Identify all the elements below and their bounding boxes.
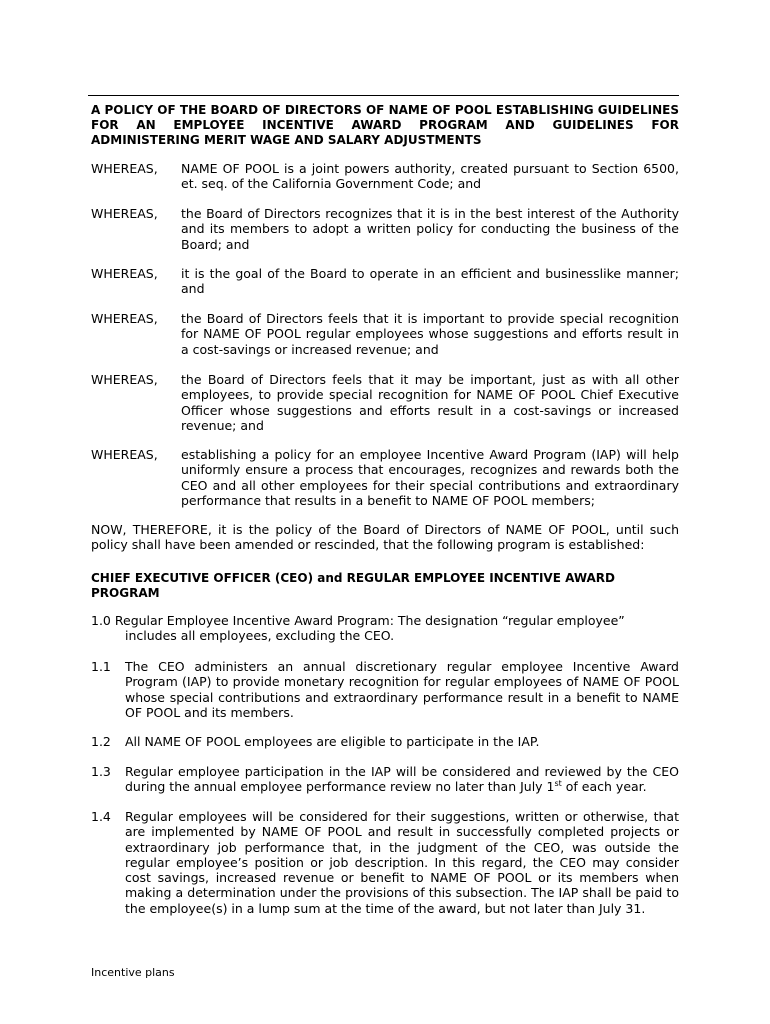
item-text: Regular Employee Incentive Award Program: The designation “regular employee” — [114, 613, 625, 628]
item-number: 1.1 — [91, 659, 111, 674]
list-item — [91, 809, 679, 916]
whereas-keyword: WHEREAS, — [91, 372, 158, 387]
whereas-keyword: WHEREAS, — [91, 206, 158, 221]
page-footer: Incentive plans — [91, 966, 175, 979]
list-item — [91, 659, 679, 720]
item-text — [125, 764, 679, 795]
item-text: Regular employees will be considered for their suggestions, written or otherwise, that are implemented by NAME OF POOL and result in successfully completed projects or extraordinary job performance that, in the judgment of the CEO, was outside the regular employee’s position or job description. In this regard, the CEO may consider cost savings, increased revenue or benefit to NAME OF POOL or its members when making a determination under the provisions of this subsection. The IAP shall be paid to the employee(s) in a lump sum at the time of the award, but not later than July 31. — [125, 809, 679, 916]
whereas-text: NAME OF POOL is a joint powers authority, created pursuant to Section 6500, et. seq. of the California Government Code; and — [181, 161, 679, 192]
whereas-keyword: WHEREAS, — [91, 447, 158, 462]
whereas-text: establishing a policy for an employee Incentive Award Program (IAP) will help uniformly ensure a process that encourages, recognizes and rewards both the CEO and all other employees for their special contributions and extraordinary performance that results in a benefit to NAME OF POOL members; — [181, 447, 679, 508]
section-heading: CHIEF EXECUTIVE OFFICER (CEO) and REGULAR EMPLOYEE INCENTIVE AWARD PROGRAM — [91, 571, 616, 600]
item-first-line — [91, 613, 679, 628]
now-therefore-paragraph: NOW, THEREFORE, it is the policy of the Board of Directors of NAME OF POOL, until such policy shall have been amended or rescinded, that the following program is established: — [91, 522, 679, 553]
item-continuation: includes all employees, excluding the CEO. — [125, 628, 395, 644]
list-item — [91, 764, 679, 795]
whereas-text: the Board of Directors feels that it may be important, just as with all other employees, to provide special recognition for NAME OF POOL Chief Executive Officer whose suggestions and efforts result in a cost-savings or increased revenue; and — [181, 372, 679, 433]
document-title: A POLICY OF THE BOARD OF DIRECTORS OF NAME OF POOL ESTABLISHING GUIDELINES FOR AN EMPLOYEE INCENTIVE AWARD PROGRAM AND GUIDELINES FOR ADMINISTERING MERIT WAGE AND SALARY ADJUSTMENTS — [91, 103, 679, 147]
whereas-clause — [91, 311, 679, 357]
list-item — [91, 734, 679, 749]
top-rule — [88, 95, 679, 96]
list-item — [91, 613, 679, 644]
whereas-keyword: WHEREAS, — [91, 161, 158, 176]
whereas-clause — [91, 266, 679, 297]
item-text-before: Regular employee participation in the IAP will be considered and reviewed by the CEO during the annual employee performance review no later than July 1 — [125, 764, 679, 795]
item-number: 1.4 — [91, 809, 111, 824]
whereas-clause — [91, 206, 679, 252]
whereas-keyword: WHEREAS, — [91, 311, 158, 326]
whereas-text: the Board of Directors feels that it is important to provide special recognition for NAME OF POOL regular employees whose suggestions and efforts result in a cost-savings or increased revenue; and — [181, 311, 679, 357]
ordinal-suffix: st — [554, 779, 562, 789]
whereas-clause — [91, 161, 679, 192]
whereas-keyword: WHEREAS, — [91, 266, 158, 281]
whereas-clause — [91, 372, 679, 433]
item-number: 1.3 — [91, 764, 111, 779]
item-number: 1.2 — [91, 734, 111, 749]
item-number: 1.0 — [91, 613, 111, 628]
item-text: All NAME OF POOL employees are eligible to participate in the IAP. — [125, 734, 540, 749]
item-text: The CEO administers an annual discretionary regular employee Incentive Award Program (IAP) to provide monetary recognition for regular employees of NAME OF POOL whose special contributions and extraordinary performance result in a benefit to NAME OF POOL and its members. — [125, 659, 679, 720]
item-text-after: of each year. — [561, 779, 647, 795]
whereas-clause — [91, 447, 679, 508]
whereas-text: it is the goal of the Board to operate in an efficient and businesslike manner; and — [181, 266, 679, 297]
whereas-text: the Board of Directors recognizes that it is in the best interest of the Authority and its members to adopt a written policy for conducting the business of the Board; and — [181, 206, 679, 252]
